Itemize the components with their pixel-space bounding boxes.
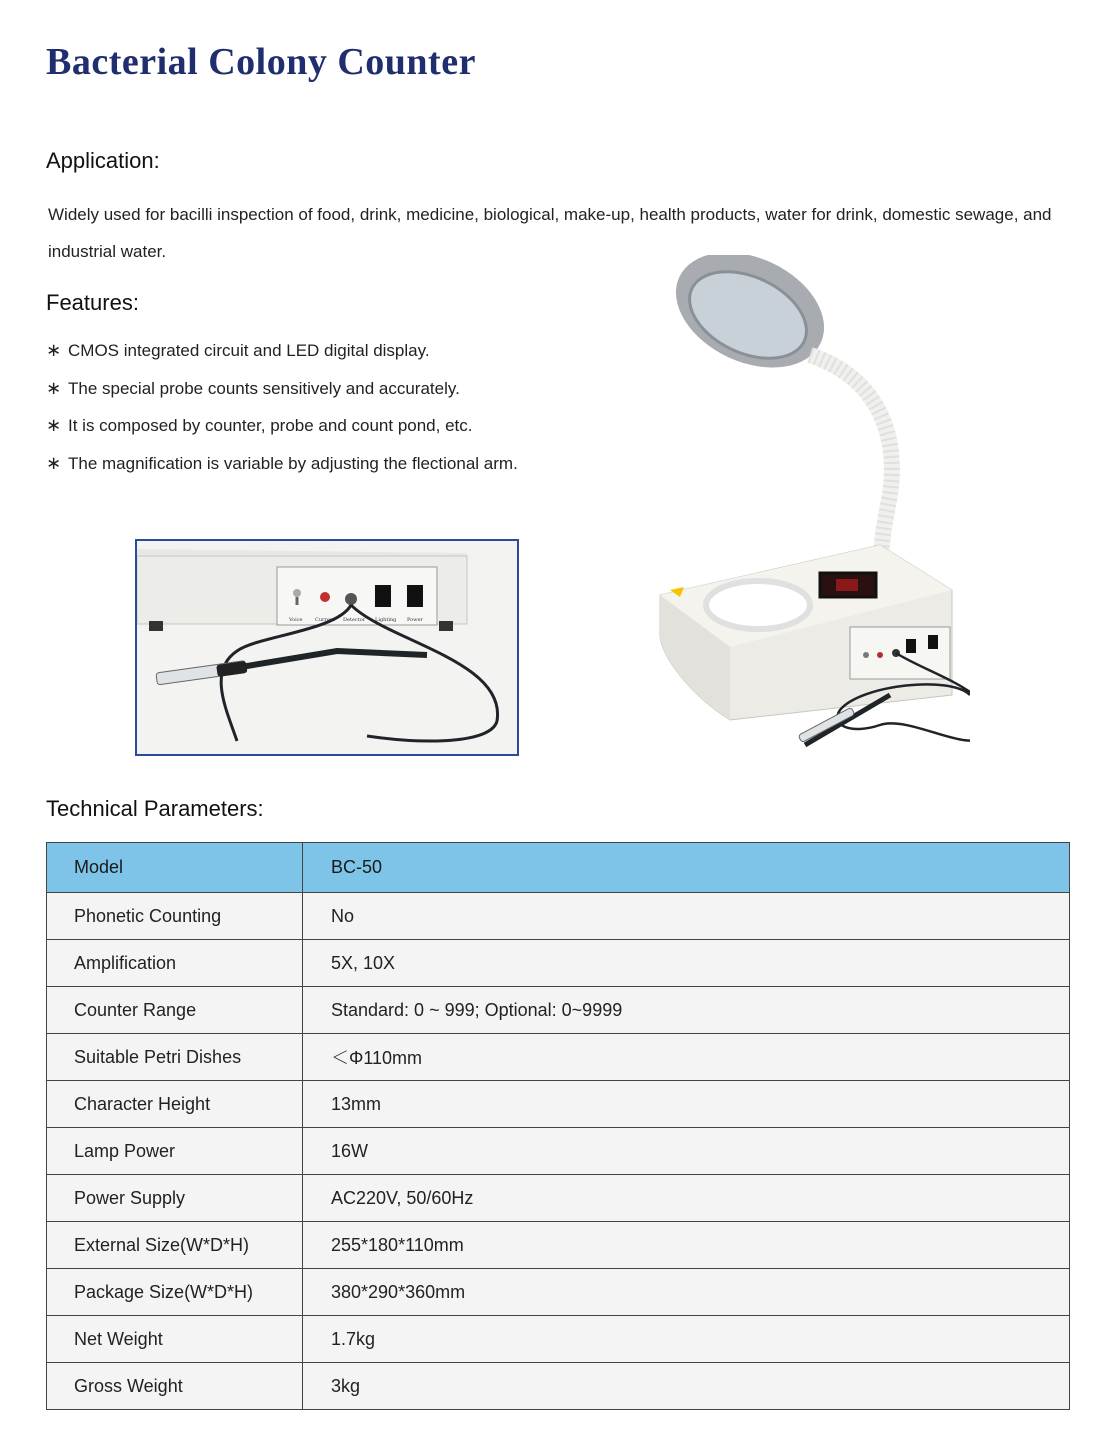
asterisk-icon: ∗ — [46, 377, 62, 398]
parameter-value: 16W — [303, 1128, 1070, 1175]
feature-text: The magnification is variable by adjusting the flectional arm. — [68, 453, 518, 473]
parameter-value: ＜Φ110mm — [303, 1034, 1070, 1081]
asterisk-icon: ∗ — [46, 452, 62, 473]
parameter-value: 5X, 10X — [303, 940, 1070, 987]
colony-counter-illustration — [640, 255, 970, 755]
parameter-name: External Size(W*D*H) — [47, 1222, 303, 1269]
table-row — [47, 893, 1070, 940]
table-row — [47, 1175, 1070, 1222]
parameter-value: 13mm — [303, 1081, 1070, 1128]
parameter-name: Suitable Petri Dishes — [47, 1034, 303, 1081]
page-title: Bacterial Colony Counter — [46, 41, 476, 83]
features-heading: Features: — [46, 290, 139, 315]
rear-panel-photo — [135, 539, 519, 756]
feature-text: The special probe counts sensitively and accurately. — [68, 378, 460, 398]
parameter-name: Character Height — [47, 1081, 303, 1128]
technical-heading: Technical Parameters: — [46, 796, 264, 821]
feature-item — [46, 445, 518, 483]
panel-label-detector: Detector — [343, 617, 366, 623]
parameter-value: 255*180*110mm — [303, 1222, 1070, 1269]
table-header-row — [47, 843, 1070, 893]
parameter-value: AC220V, 50/60Hz — [303, 1175, 1070, 1222]
panel-label-power: Power — [407, 617, 423, 623]
asterisk-icon: ∗ — [46, 415, 62, 435]
features-list — [46, 332, 518, 482]
table-row — [47, 1034, 1070, 1081]
parameter-name: Phonetic Counting — [47, 893, 303, 940]
parameter-name: Power Supply — [47, 1175, 303, 1222]
parameter-value: 3kg — [303, 1363, 1070, 1410]
panel-label-voice: Voice — [289, 617, 303, 623]
application-heading: Application: — [46, 148, 160, 173]
table-row — [47, 1363, 1070, 1410]
table-row — [47, 940, 1070, 987]
table-row — [47, 1222, 1070, 1269]
parameter-value: No — [303, 893, 1070, 940]
parameter-name: Gross Weight — [47, 1363, 303, 1410]
feature-text: CMOS integrated circuit and LED digital display. — [68, 341, 430, 360]
panel-label-current: Current — [315, 617, 336, 623]
feature-text: It is composed by counter, probe and count pond, etc. — [68, 416, 473, 435]
table-row — [47, 1269, 1070, 1316]
feature-item — [46, 370, 518, 408]
table-row — [47, 1316, 1070, 1363]
application-text: Widely used for bacilli inspection of food, drink, medicine, biological, make-up, health products, water for drink, domestic sewage, and industrial water. — [48, 205, 1052, 261]
panel-label-lighting: Lighting — [375, 617, 397, 623]
table-row — [47, 1128, 1070, 1175]
header-cell-label: Model — [47, 843, 303, 893]
parameter-name: Package Size(W*D*H) — [47, 1269, 303, 1316]
parameter-value: Standard: 0 ~ 999; Optional: 0~9999 — [303, 987, 1070, 1034]
feature-item — [46, 332, 518, 370]
parameters-table — [46, 842, 1070, 1410]
table-row — [47, 987, 1070, 1034]
rear-panel-illustration — [137, 541, 517, 754]
parameter-name: Counter Range — [47, 987, 303, 1034]
parameter-name: Net Weight — [47, 1316, 303, 1363]
asterisk-icon: ∗ — [46, 340, 62, 360]
parameter-value: 380*290*360mm — [303, 1269, 1070, 1316]
feature-item — [46, 407, 518, 445]
parameter-name: Lamp Power — [47, 1128, 303, 1175]
parameter-value: 1.7kg — [303, 1316, 1070, 1363]
table-row — [47, 1081, 1070, 1128]
header-cell-value: BC-50 — [303, 843, 1070, 893]
device-photo — [640, 255, 970, 755]
parameter-name: Amplification — [47, 940, 303, 987]
